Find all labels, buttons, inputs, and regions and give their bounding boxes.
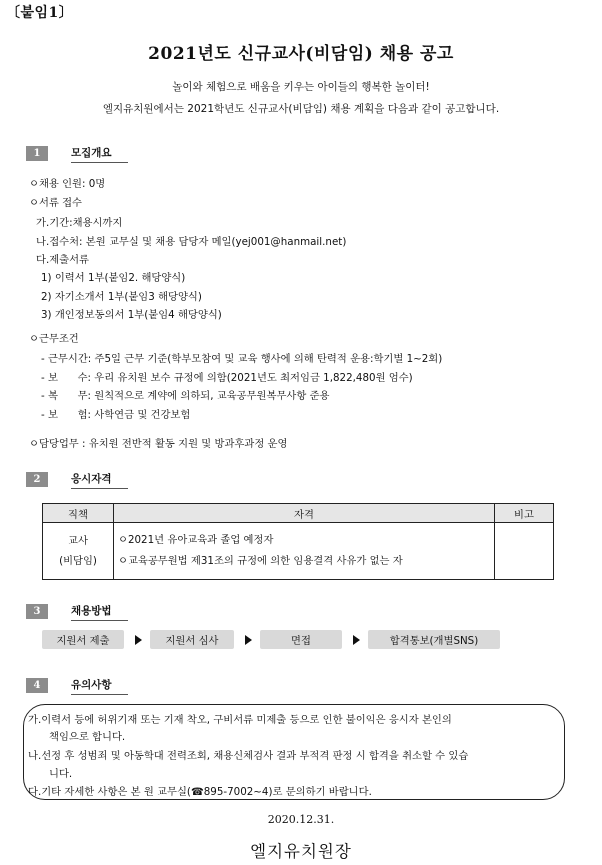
application-period: 가.기간:채용시까지 (36, 217, 123, 229)
section-number: 4 (26, 678, 48, 693)
notice-item: 나.선정 후 성범죄 및 아동학대 전력조회, 채용신체검사 결과 부적격 판정 시 합격을 취소할 수 있습 (28, 750, 469, 762)
step-interview: 면접 (260, 630, 342, 649)
requirement-item: ㅇ교육공무원법 제31조의 규정에 의한 임용결격 사유가 없는 자 (118, 555, 403, 567)
step-notify: 합격통보(개별SNS) (368, 630, 500, 649)
section-title: 모집개요 (71, 145, 128, 163)
section-title: 채용방법 (71, 603, 128, 621)
doc-item: 1) 이력서 1부(붙임2. 해당양식) (41, 272, 186, 284)
section-method-header (26, 603, 128, 620)
intro-slogan: 놀이와 체험으로 배움을 키우는 아이들의 행복한 놀이터! (172, 81, 430, 93)
notice-item-cont: 책임으로 합니다. (49, 731, 126, 743)
process-flow (42, 630, 500, 649)
duty-line: ㅇ담당업무 : 유치원 전반적 활동 지원 및 방과후과정 운영 (29, 438, 288, 450)
page-title: 2021년도 신규교사(비담임) 채용 공고 (148, 44, 454, 64)
section-number: 1 (26, 146, 48, 161)
arrow-right-icon (353, 635, 360, 645)
announcement-date: 2020.12.31. (267, 813, 335, 826)
doc-item: 2) 자기소개서 1부(붙임3 해당양식) (41, 291, 202, 303)
condition-item: - 근무시간: 주5일 근무 기준(학부모참여 및 교육 행사에 의해 탄력적 운용:학기별 1~2회) (41, 353, 443, 365)
requirements-cell (114, 523, 495, 580)
condition-item: - 보 험: 사학연금 및 건강보험 (41, 409, 191, 421)
arrow-right-icon (245, 635, 252, 645)
section-number: 2 (26, 472, 48, 487)
section-recruit-header (26, 145, 128, 162)
condition-item: - 복 무: 원칙적으로 계약에 의하되, 교육공무원복무사항 준용 (41, 390, 330, 402)
position-cell (43, 523, 114, 580)
notice-item-cont: 니다. (49, 768, 73, 780)
position-title: 교사 (68, 535, 88, 547)
table-row (43, 523, 554, 580)
attachment-label: 〔붙임1〕 (6, 5, 74, 21)
condition-item: - 보 수: 우리 유치원 보수 규정에 의함(2021년도 최저임금 1,822,480원 엄수) (41, 372, 413, 384)
application-place: 나.접수처: 본원 교무실 및 채용 담당자 메일(yej001@hanmail.net) (36, 236, 347, 248)
header-qualification: 자격 (114, 504, 495, 523)
table-header-row (43, 504, 554, 523)
section-title: 응시자격 (71, 471, 128, 489)
notice-item: 다.기타 자세한 사항은 본 원 교무실(☎895-7002~4)로 문의하기 바랍니다. (28, 786, 372, 798)
arrow-right-icon (135, 635, 142, 645)
section-notice-header (26, 677, 128, 694)
recruit-count: ㅇ채용 인원: 0명 (29, 178, 106, 190)
qualification-table (42, 503, 554, 580)
docs-label: 다.제출서류 (36, 254, 90, 266)
signer: 엘지유치원장 (250, 842, 352, 861)
intro-text: 엘지유치원에서는 2021학년도 신규교사(비담임) 채용 계획을 다음과 같이 공고합니다. (102, 103, 500, 115)
position-subtitle: (비담임) (59, 555, 97, 567)
header-position: 직책 (43, 504, 114, 523)
step-submit: 지원서 제출 (42, 630, 124, 649)
note-cell (495, 523, 554, 580)
section-qualification-header (26, 471, 128, 488)
step-review: 지원서 심사 (150, 630, 234, 649)
doc-item: 3) 개인정보동의서 1부(붙임4 해당양식) (41, 309, 222, 321)
docs-heading: ㅇ서류 접수 (29, 197, 83, 209)
notice-item: 가.이력서 등에 허위기재 또는 기재 착오, 구비서류 미제출 등으로 인한 불이익은 응시자 본인의 (28, 714, 452, 726)
section-title: 유의사항 (71, 677, 128, 695)
section-number: 3 (26, 604, 48, 619)
header-note: 비고 (495, 504, 554, 523)
requirement-item: ㅇ2021년 유아교육과 졸업 예정자 (118, 534, 274, 546)
conditions-heading: ㅇ근무조건 (29, 333, 79, 345)
